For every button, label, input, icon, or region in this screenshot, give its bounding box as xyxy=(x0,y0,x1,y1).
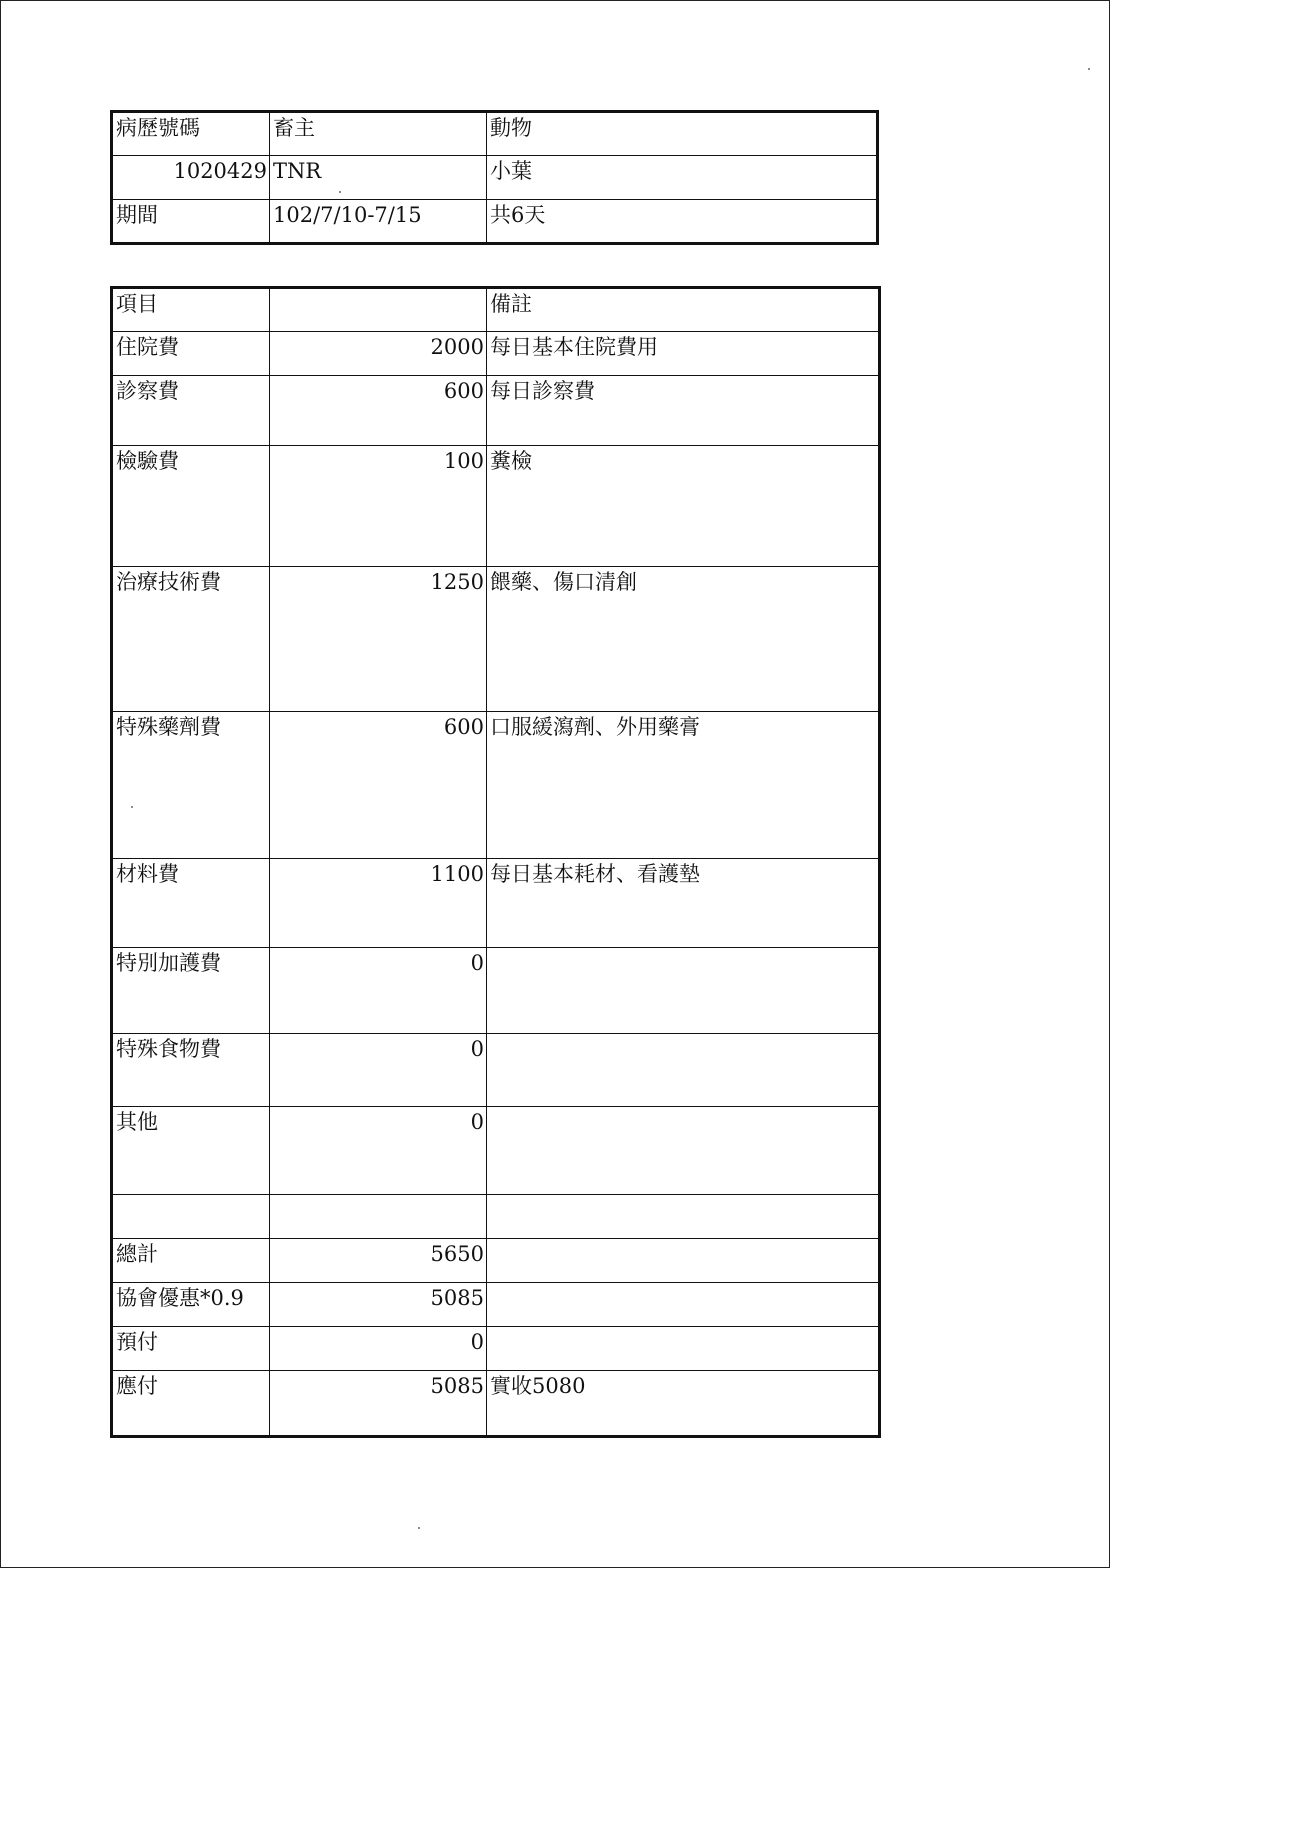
fee-item: 住院費 xyxy=(112,332,270,376)
record-header-table xyxy=(110,110,879,245)
fee-note xyxy=(487,1034,880,1107)
discount-row xyxy=(112,1283,880,1327)
discount-amount: 5085 xyxy=(270,1283,487,1327)
record-number-value: 1020429 xyxy=(112,156,270,200)
payable-row xyxy=(112,1371,880,1437)
scan-speck xyxy=(339,191,341,193)
fee-row xyxy=(112,1034,880,1107)
owner-label: 畜主 xyxy=(270,112,487,156)
fee-table xyxy=(110,286,881,1438)
discount-label: 協會優惠*0.9 xyxy=(112,1283,270,1327)
fee-amount: 1250 xyxy=(270,567,487,712)
fee-table-head xyxy=(112,288,880,332)
fee-note: 每日基本耗材、看護墊 xyxy=(487,859,880,948)
prepaid-note xyxy=(487,1327,880,1371)
scan-speck xyxy=(418,1527,420,1529)
fee-note xyxy=(487,1107,880,1195)
head-amount xyxy=(270,288,487,332)
prepaid-amount: 0 xyxy=(270,1327,487,1371)
scan-speck xyxy=(1088,68,1090,70)
fee-note xyxy=(487,948,880,1034)
fee-amount: 600 xyxy=(270,376,487,446)
head-item: 項目 xyxy=(112,288,270,332)
period-days: 共6天 xyxy=(487,200,878,244)
fee-amount: 0 xyxy=(270,948,487,1034)
fee-item xyxy=(112,1195,270,1239)
fee-amount: 1100 xyxy=(270,859,487,948)
total-row xyxy=(112,1239,880,1283)
fee-item: 治療技術費 xyxy=(112,567,270,712)
header-value-row xyxy=(112,156,878,200)
fee-row xyxy=(112,332,880,376)
total-label: 總計 xyxy=(112,1239,270,1283)
fee-amount: 2000 xyxy=(270,332,487,376)
fee-note: 糞檢 xyxy=(487,446,880,567)
prepaid-label: 預付 xyxy=(112,1327,270,1371)
fee-row xyxy=(112,376,880,446)
fee-note: 餵藥、傷口清創 xyxy=(487,567,880,712)
fee-item: 其他 xyxy=(112,1107,270,1195)
scan-speck xyxy=(131,806,133,808)
fee-amount: 100 xyxy=(270,446,487,567)
fee-amount: 600 xyxy=(270,712,487,859)
animal-label: 動物 xyxy=(487,112,878,156)
prepaid-row xyxy=(112,1327,880,1371)
discount-note xyxy=(487,1283,880,1327)
fee-item: 診察費 xyxy=(112,376,270,446)
payable-label: 應付 xyxy=(112,1371,270,1437)
fee-row xyxy=(112,567,880,712)
fee-row xyxy=(112,859,880,948)
owner-value: TNR xyxy=(270,156,487,200)
fee-amount xyxy=(270,1195,487,1239)
header-period-row xyxy=(112,200,878,244)
blank-row xyxy=(112,1195,880,1239)
fee-row xyxy=(112,1107,880,1195)
fee-row xyxy=(112,712,880,859)
fee-row xyxy=(112,446,880,567)
fee-amount: 0 xyxy=(270,1034,487,1107)
fee-item: 特殊藥劑費 xyxy=(112,712,270,859)
total-note xyxy=(487,1239,880,1283)
record-number-label: 病歷號碼 xyxy=(112,112,270,156)
fee-note: 每日基本住院費用 xyxy=(487,332,880,376)
head-note: 備註 xyxy=(487,288,880,332)
fee-row xyxy=(112,948,880,1034)
total-amount: 5650 xyxy=(270,1239,487,1283)
fee-item: 檢驗費 xyxy=(112,446,270,567)
payable-amount: 5085 xyxy=(270,1371,487,1437)
fee-amount: 0 xyxy=(270,1107,487,1195)
period-value: 102/7/10-7/15 xyxy=(270,200,487,244)
payable-note: 實收5080 xyxy=(487,1371,880,1437)
fee-item: 特別加護費 xyxy=(112,948,270,1034)
fee-note xyxy=(487,1195,880,1239)
fee-note: 每日診察費 xyxy=(487,376,880,446)
period-label: 期間 xyxy=(112,200,270,244)
fee-note: 口服緩瀉劑、外用藥膏 xyxy=(487,712,880,859)
fee-item: 材料費 xyxy=(112,859,270,948)
header-label-row xyxy=(112,112,878,156)
animal-value: 小葉 xyxy=(487,156,878,200)
fee-item: 特殊食物費 xyxy=(112,1034,270,1107)
